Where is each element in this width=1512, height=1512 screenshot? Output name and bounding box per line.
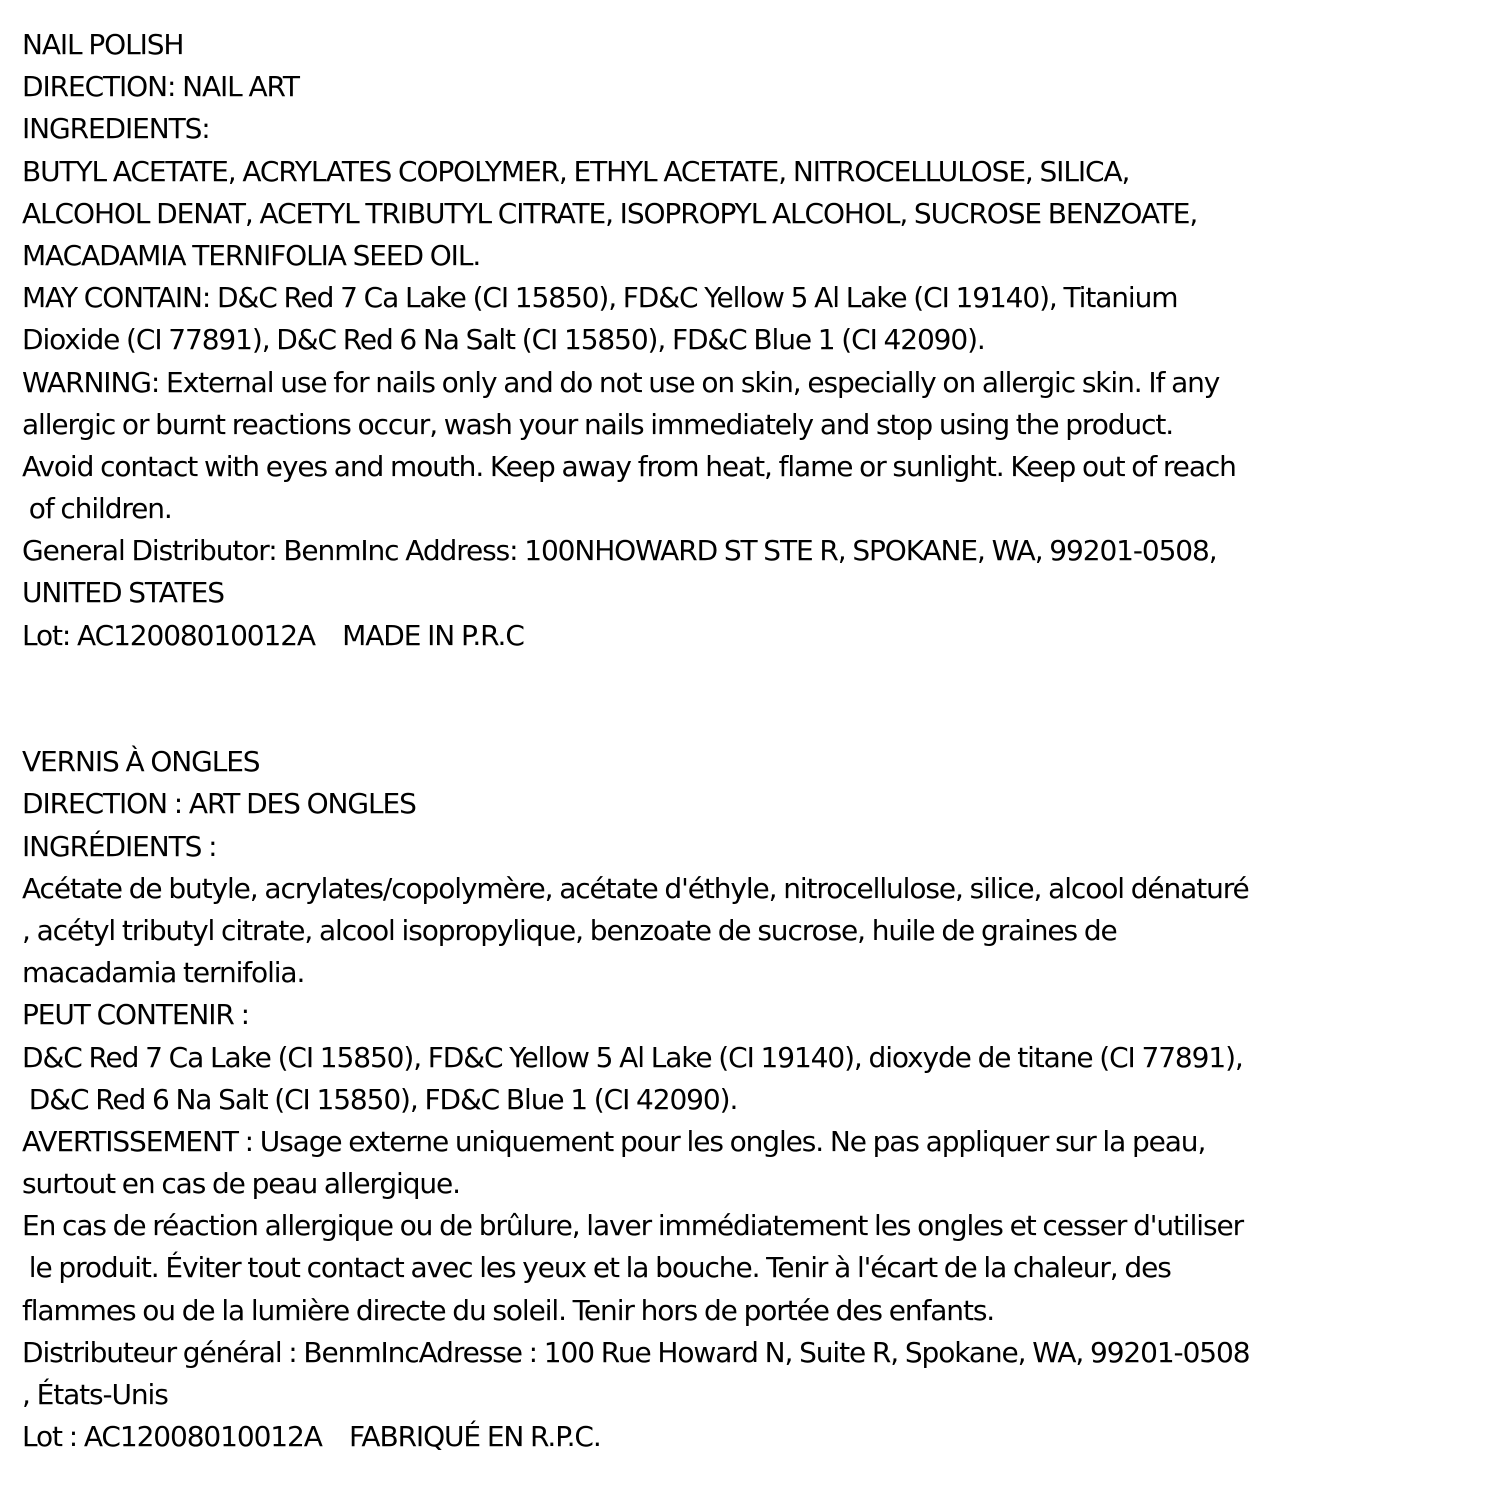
french-direction: DIRECTION : ART DES ONGLES (22, 787, 416, 821)
english-ingredients-line: ALCOHOL DENAT, ACETYL TRIBUTYL CITRATE, ISOPROPYL ALCOHOL, SUCROSE BENZOATE, (22, 196, 1198, 230)
english-lot-line: Lot: AC12008010012A MADE IN P.R.C (22, 618, 524, 652)
english-warning-line: WARNING: External use for nails only and do not use on skin, especially on allergic skin. If any (22, 365, 1220, 399)
english-warning-line: allergic or burnt reactions occur, wash your nails immediately and stop using the product. (22, 407, 1174, 441)
french-section (22, 741, 1497, 1458)
english-section (22, 24, 1497, 657)
french-ingredients-line: macadamia ternifolia. (22, 956, 305, 990)
french-distributor-line: Distributeur général : BenmIncAdresse : 100 Rue Howard N, Suite R, Spokane, WA, 99201-0508 (22, 1335, 1250, 1369)
english-distributor-line: UNITED STATES (22, 576, 224, 610)
french-title: VERNIS À ONGLES (22, 745, 260, 779)
french-ingredients-line: , acétyl tributyl citrate, alcool isopropylique, benzoate de sucrose, huile de graines de (22, 913, 1117, 947)
english-may-contain-line: MAY CONTAIN: D&C Red 7 Ca Lake (CI 15850), FD&C Yellow 5 Al Lake (CI 19140), Titanium (22, 281, 1178, 315)
english-may-contain-line: Dioxide (CI 77891), D&C Red 6 Na Salt (CI 15850), FD&C Blue 1 (CI 42090). (22, 323, 985, 357)
english-ingredients-line: BUTYL ACETATE, ACRYLATES COPOLYMER, ETHYL ACETATE, NITROCELLULOSE, SILICA, (22, 154, 1130, 188)
french-lot-line: Lot : AC12008010012A FABRIQUÉ EN R.P.C. (22, 1420, 601, 1454)
english-ingredients-heading: INGREDIENTS: (22, 112, 210, 146)
english-direction: DIRECTION: NAIL ART (22, 70, 299, 104)
english-warning-line: Avoid contact with eyes and mouth. Keep away from heat, flame or sunlight. Keep out of reach (22, 449, 1236, 483)
product-label (22, 24, 1497, 1458)
french-may-contain-line: D&C Red 7 Ca Lake (CI 15850), FD&C Yellow 5 Al Lake (CI 19140), dioxyde de titane (CI 77891), (22, 1040, 1243, 1074)
english-distributor-line: General Distributor: BenmInc Address: 100NHOWARD ST STE R, SPOKANE, WA, 99201-0508, (22, 534, 1217, 568)
french-warning-line: flammes ou de la lumière directe du soleil. Tenir hors de portée des enfants. (22, 1293, 995, 1327)
english-warning-line: of children. (22, 492, 172, 526)
french-warning-line: le produit. Éviter tout contact avec les yeux et la bouche. Tenir à l'écart de la chaleur, des (22, 1251, 1171, 1285)
french-warning-line: En cas de réaction allergique ou de brûlure, laver immédiatement les ongles et cesser d'utiliser (22, 1209, 1243, 1243)
french-may-contain-line: D&C Red 6 Na Salt (CI 15850), FD&C Blue 1 (CI 42090). (22, 1082, 738, 1116)
french-ingredients-line: Acétate de butyle, acrylates/copolymère, acétate d'éthyle, nitrocellulose, silice, alcool dénaturé (22, 871, 1249, 905)
french-distributor-line: , États-Unis (22, 1378, 168, 1411)
french-may-contain-heading: PEUT CONTENIR : (22, 998, 249, 1032)
section-spacer (22, 657, 1497, 699)
french-ingredients-heading: INGRÉDIENTS : (22, 829, 217, 863)
english-title: NAIL POLISH (22, 28, 184, 61)
english-ingredients-line: MACADAMIA TERNIFOLIA SEED OIL. (22, 238, 481, 272)
french-warning-line: surtout en cas de peau allergique. (22, 1167, 460, 1201)
french-warning-line: AVERTISSEMENT : Usage externe uniquement pour les ongles. Ne pas appliquer sur la peau, (22, 1124, 1206, 1158)
section-spacer (22, 699, 1497, 741)
